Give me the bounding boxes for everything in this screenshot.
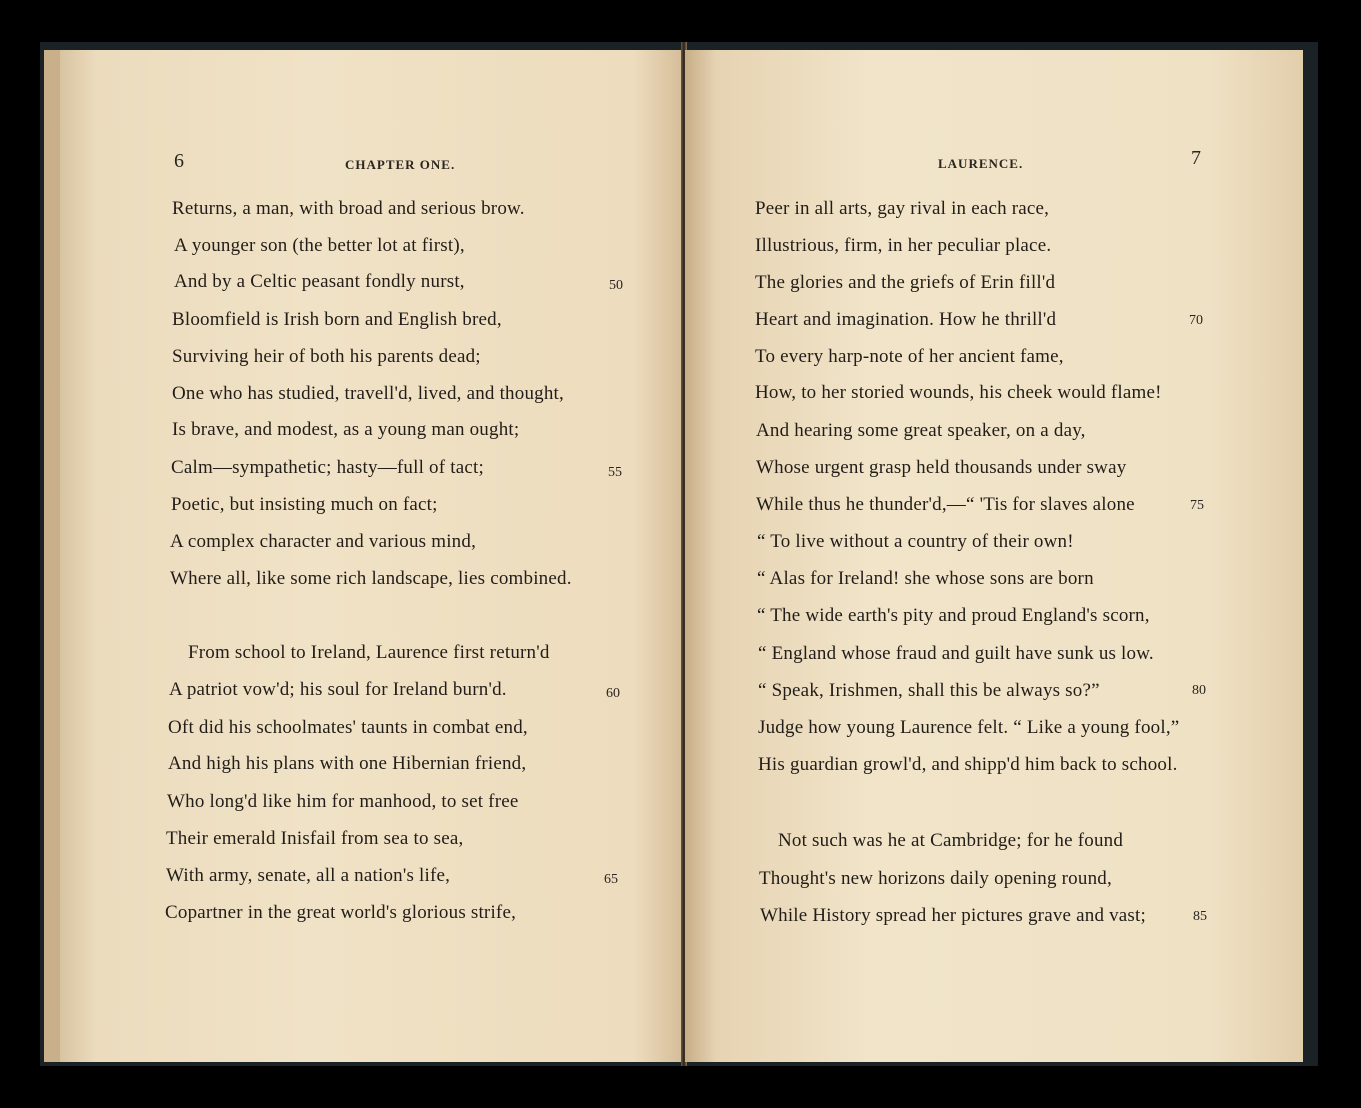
left-page xyxy=(44,50,698,1062)
verse-line: Calm—sympathetic; hasty—full of tact; xyxy=(171,457,484,478)
right-page xyxy=(685,50,1303,1062)
verse-line: Illustrious, firm, in her peculiar place. xyxy=(755,235,1052,256)
open-book xyxy=(40,42,1318,1066)
line-number: 85 xyxy=(1193,909,1207,924)
verse-line: Poetic, but insisting much on fact; xyxy=(171,494,438,515)
verse-line: “ Speak, Irishmen, shall this be always so?” xyxy=(758,680,1100,701)
verse-line: His guardian growl'd, and shipp'd him back to school. xyxy=(758,754,1178,775)
verse-line: While thus he thunder'd,—“ 'Tis for slaves alone xyxy=(756,494,1135,515)
verse-line: And hearing some great speaker, on a day, xyxy=(756,420,1086,441)
running-head: CHAPTER ONE. xyxy=(345,157,456,172)
verse-line: Is brave, and modest, as a young man ought; xyxy=(172,419,520,440)
verse-line: Their emerald Inisfail from sea to sea, xyxy=(166,828,464,849)
verse-line: “ To live without a country of their own! xyxy=(757,531,1074,552)
verse-line: The glories and the griefs of Erin fill'd xyxy=(755,272,1056,293)
verse-line: Bloomfield is Irish born and English bred, xyxy=(172,309,502,330)
line-number: 70 xyxy=(1189,313,1203,328)
verse-line: Heart and imagination. How he thrill'd xyxy=(755,309,1057,330)
line-number: 65 xyxy=(604,872,618,887)
verse-line: Judge how young Laurence felt. “ Like a young fool,” xyxy=(758,717,1180,738)
verse-line: One who has studied, travell'd, lived, and thought, xyxy=(172,383,564,404)
running-head: LAURENCE. xyxy=(938,156,1024,171)
verse-line: To every harp-note of her ancient fame, xyxy=(755,346,1064,367)
verse-line: Who long'd like him for manhood, to set free xyxy=(167,791,519,812)
page-number: 6 xyxy=(174,150,184,172)
verse-line: Peer in all arts, gay rival in each race, xyxy=(755,198,1050,219)
line-number: 75 xyxy=(1190,498,1204,513)
line-number: 50 xyxy=(609,278,623,293)
line-number: 60 xyxy=(606,686,620,701)
verse-line: And by a Celtic peasant fondly nurst, xyxy=(174,271,465,292)
verse-line: With army, senate, all a nation's life, xyxy=(166,865,451,886)
line-number: 80 xyxy=(1192,683,1206,698)
verse-line: Whose urgent grasp held thousands under sway xyxy=(756,457,1127,478)
verse-line: Not such was he at Cambridge; for he found xyxy=(778,830,1124,851)
verse-line: Where all, like some rich landscape, lies combined. xyxy=(170,568,572,589)
verse-line: Surviving heir of both his parents dead; xyxy=(172,346,481,367)
verse-line: While History spread her pictures grave and vast; xyxy=(760,905,1146,926)
page-number: 7 xyxy=(1191,147,1201,169)
verse-line: “ The wide earth's pity and proud England's scorn, xyxy=(757,605,1150,626)
verse-line: Oft did his schoolmates' taunts in combat end, xyxy=(168,717,528,738)
verse-line: Returns, a man, with broad and serious brow. xyxy=(172,198,525,219)
verse-line: From school to Ireland, Laurence first return'd xyxy=(188,642,550,663)
verse-line: A patriot vow'd; his soul for Ireland burn'd. xyxy=(169,679,507,700)
verse-line: Copartner in the great world's glorious strife, xyxy=(165,902,517,923)
verse-line: How, to her storied wounds, his cheek would flame! xyxy=(755,382,1162,403)
verse-line: A younger son (the better lot at first), xyxy=(174,235,465,256)
verse-line: A complex character and various mind, xyxy=(170,531,477,552)
line-number: 55 xyxy=(608,465,622,480)
verse-line: “ Alas for Ireland! she whose sons are born xyxy=(757,568,1094,589)
verse-line: And high his plans with one Hibernian friend, xyxy=(168,753,527,774)
verse-line: Thought's new horizons daily opening round, xyxy=(759,868,1112,889)
verse-line: “ England whose fraud and guilt have sunk us low. xyxy=(758,643,1154,664)
